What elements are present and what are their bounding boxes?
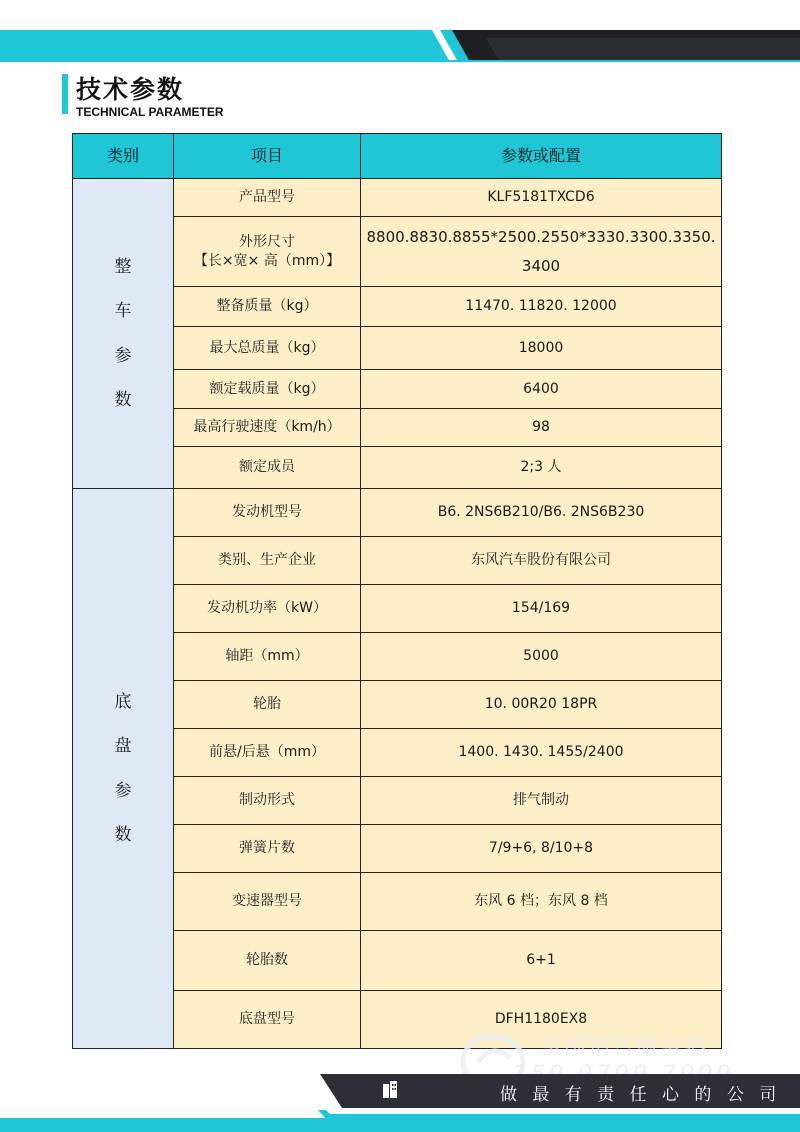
value-cell: DFH1180EX8 <box>361 991 722 1049</box>
value-cell: KLF5181TXCD6 <box>361 179 722 217</box>
value-cell: 154/169 <box>361 585 722 633</box>
technical-parameter-table <box>72 133 722 1049</box>
item-cell: 轮胎 <box>174 681 361 729</box>
value-cell: 东风汽车股份有限公司 <box>361 537 722 585</box>
value-cell: 东风 6 档；东风 8 档 <box>361 873 722 931</box>
item-cell: 整备质量（kg） <box>174 287 361 327</box>
item-cell: 轴距（mm） <box>174 633 361 681</box>
item-cell: 额定成员 <box>174 447 361 489</box>
item-cell: 制动形式 <box>174 777 361 825</box>
item-cell: 前悬/后悬（mm） <box>174 729 361 777</box>
footer-banner <box>0 1074 800 1132</box>
top-banner <box>0 30 800 62</box>
column-header-item: 项目 <box>174 134 361 179</box>
value-cell: 排气制动 <box>361 777 722 825</box>
item-cell: 发动机型号 <box>174 489 361 537</box>
category-vehicle-params <box>73 179 174 489</box>
value-cell: 5000 <box>361 633 722 681</box>
column-header-value: 参数或配置 <box>361 134 722 179</box>
table-row <box>73 489 722 537</box>
value-cell: 2;3 人 <box>361 447 722 489</box>
footer-slogan: 做 最 有 责 任 心 的 公 司 <box>500 1085 782 1105</box>
item-cell: 类别、生产企业 <box>174 537 361 585</box>
value-cell: 1400. 1430. 1455/2400 <box>361 729 722 777</box>
value-cell: 6400 <box>361 370 722 409</box>
value-cell: B6. 2NS6B210/B6. 2NS6B230 <box>361 489 722 537</box>
value-cell: 10. 00R20 18PR <box>361 681 722 729</box>
item-cell: 弹簧片数 <box>174 825 361 873</box>
table-row <box>73 179 722 217</box>
column-header-category: 类别 <box>73 134 174 179</box>
item-cell: 发动机功率（kW） <box>174 585 361 633</box>
value-cell: 7/9+6, 8/10+8 <box>361 825 722 873</box>
item-label: 外形尺寸 <box>239 233 295 250</box>
category-char: 整 <box>114 257 132 278</box>
heading-title-cn: 技术参数 <box>76 75 185 104</box>
category-char: 底 <box>114 692 132 713</box>
value-cell: 98 <box>361 409 722 447</box>
category-char: 数 <box>114 389 132 410</box>
category-char: 参 <box>114 345 132 366</box>
item-cell: 最大总质量（kg） <box>174 327 361 370</box>
item-cell-dimensions <box>174 217 361 287</box>
item-cell: 轮胎数 <box>174 931 361 991</box>
value-cell: 8800.8830.8855*2500.2550*3330.3300.3350.3400 <box>361 217 722 287</box>
category-char: 盘 <box>114 736 132 757</box>
heading-title-en: TECHNICAL PARAMETER <box>76 105 224 119</box>
watermark-text: 全国销售服务热 <box>540 1035 709 1060</box>
item-cell: 变速器型号 <box>174 873 361 931</box>
category-char: 数 <box>114 824 132 845</box>
item-cell: 产品型号 <box>174 179 361 217</box>
heading-accent-bar <box>62 74 68 114</box>
value-cell: 6+1 <box>361 931 722 991</box>
item-sublabel: 【长×宽× 高（mm）】 <box>193 252 341 269</box>
item-cell: 最高行驶速度（km/h） <box>174 409 361 447</box>
item-cell: 额定载质量（kg） <box>174 370 361 409</box>
table-header-row <box>73 134 722 179</box>
category-chassis-params <box>73 489 174 1049</box>
value-cell: 11470. 11820. 12000 <box>361 287 722 327</box>
item-cell: 底盘型号 <box>174 991 361 1049</box>
category-char: 车 <box>114 301 132 322</box>
value-cell: 18000 <box>361 327 722 370</box>
category-char: 参 <box>114 780 132 801</box>
building-icon <box>382 1080 398 1098</box>
